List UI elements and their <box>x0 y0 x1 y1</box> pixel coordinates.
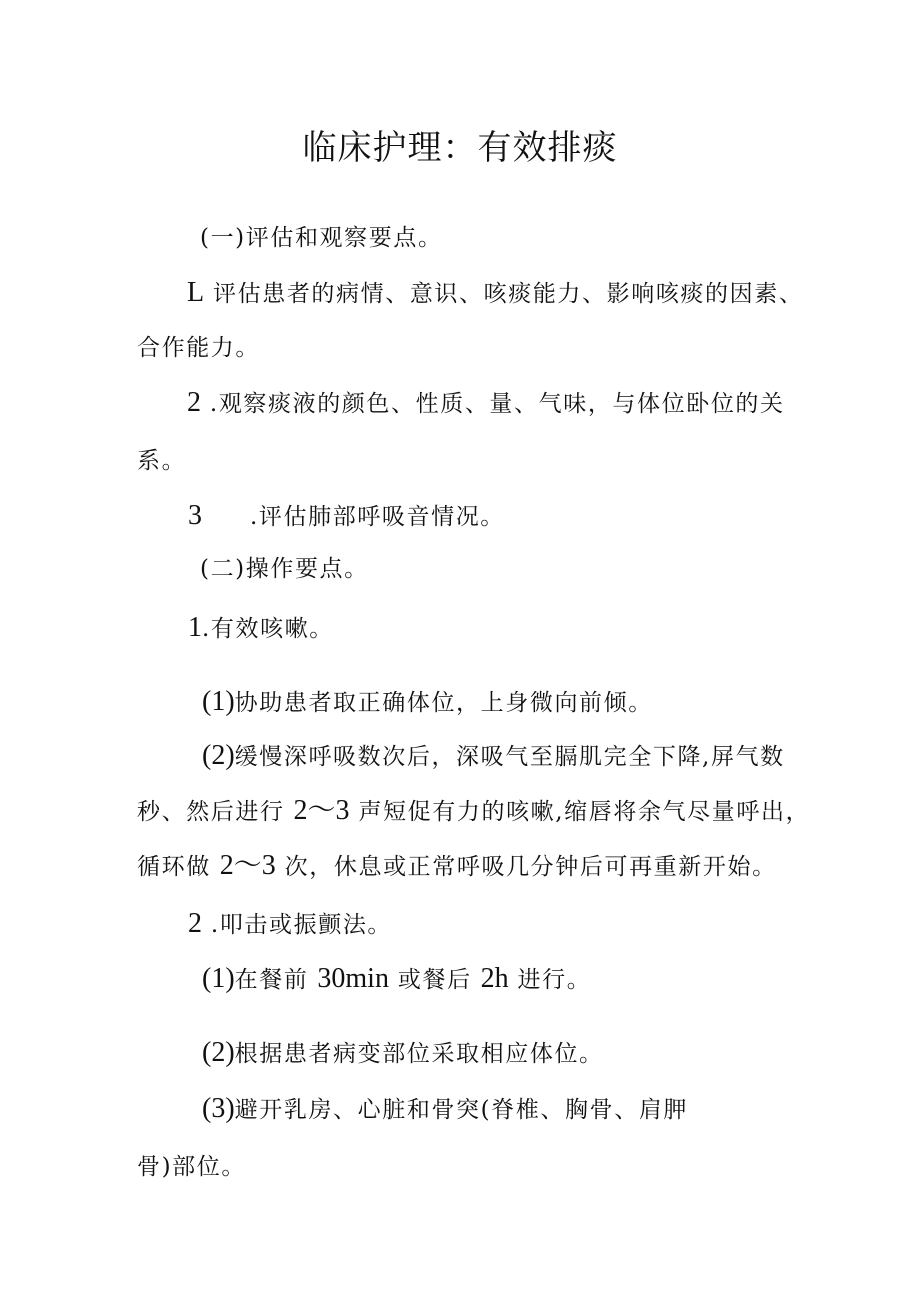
section2-item1-sub2-line2 <box>137 794 810 829</box>
item2-sub1-duration: 30min <box>317 963 389 994</box>
section1-item3-text: .评估肺部呼吸音情况。 <box>250 504 505 530</box>
section1-item3 <box>188 499 505 534</box>
section2-item1-marker: 1 <box>188 612 202 643</box>
section1-item2-line1 <box>187 386 785 421</box>
sub2-line3-text-a: 循环做 <box>137 854 211 880</box>
section1-item2-marker: 2 <box>187 387 201 418</box>
section2-item2-text: .叩击或振颤法。 <box>210 912 393 938</box>
section2-item1-sub1-text: 协助患者取正确体位，上身微向前倾。 <box>234 690 653 716</box>
section2-item1-sub1 <box>202 685 653 720</box>
sub2-line3-text-b: 次，休息或正常呼吸几分钟后可再重新开始。 <box>284 854 777 880</box>
section2-item1-sub2-text: 缓慢深呼吸数次后，深吸气至膈肌完全下降,屏气数 <box>234 744 785 770</box>
section2-item2-sub3-line1 <box>202 1092 688 1127</box>
section2-item2-sub3-marker: (3) <box>202 1093 235 1124</box>
sub2-line2-text-a: 秒、然后进行 <box>137 799 285 825</box>
item2-sub2-text: 根据患者病变部位采取相应体位。 <box>234 1041 604 1067</box>
section2-heading: (二)操作要点。 <box>200 556 369 582</box>
section2-item1-text: .有效咳嗽。 <box>202 616 334 642</box>
item2-sub1-text-b: 或餐后 <box>397 967 472 993</box>
section2-item2-marker: 2 <box>188 908 202 939</box>
section1-item1-line1 <box>187 276 803 311</box>
sub2-line3-number: 2～3 <box>219 850 276 881</box>
sub2-line2-text-b: 声短促有力的咳嗽,缩唇将余气尽量呼出， <box>358 799 811 825</box>
item2-sub3-text: 避开乳房、心脏和骨突(脊椎、胸骨、肩胛 <box>234 1097 689 1123</box>
section2-item2 <box>188 907 392 942</box>
section2-item2-sub1 <box>202 962 591 997</box>
section2-item1 <box>188 611 334 646</box>
section1-item2-text: .观察痰液的颜色、性质、量、气味，与体位卧位的关 <box>209 391 785 417</box>
section1-item1-line2: 合作能力。 <box>137 335 260 361</box>
item2-sub1-hours: 2h <box>480 963 509 994</box>
section1-item3-marker: 3 <box>188 500 202 531</box>
section1-item2-line2: 系。 <box>137 448 187 474</box>
item2-sub1-text-c: 进行。 <box>517 967 592 993</box>
section1-heading: (一)评估和观察要点。 <box>200 225 443 251</box>
section2-item1-sub2-line1 <box>202 739 785 774</box>
section2-item2-sub1-marker: (1) <box>202 963 235 994</box>
section2-item1-sub2-line3 <box>137 849 777 884</box>
sub2-line2-number: 2～3 <box>293 795 350 826</box>
item2-sub1-text-a: 在餐前 <box>234 967 309 993</box>
document-title: 临床护理：有效排痰 <box>302 128 618 168</box>
section1-item1-text: 评估患者的病情、意识、咳痰能力、影响咳痰的因素、 <box>213 281 804 307</box>
section2-item2-sub2 <box>202 1036 604 1071</box>
section2-item2-sub3-line2: 骨)部位。 <box>137 1154 246 1180</box>
section2-item1-sub2-marker: (2) <box>202 740 235 771</box>
section2-item2-sub2-marker: (2) <box>202 1037 235 1068</box>
section2-item1-sub1-marker: (1) <box>202 686 235 717</box>
section1-item1-marker: L <box>187 277 205 308</box>
